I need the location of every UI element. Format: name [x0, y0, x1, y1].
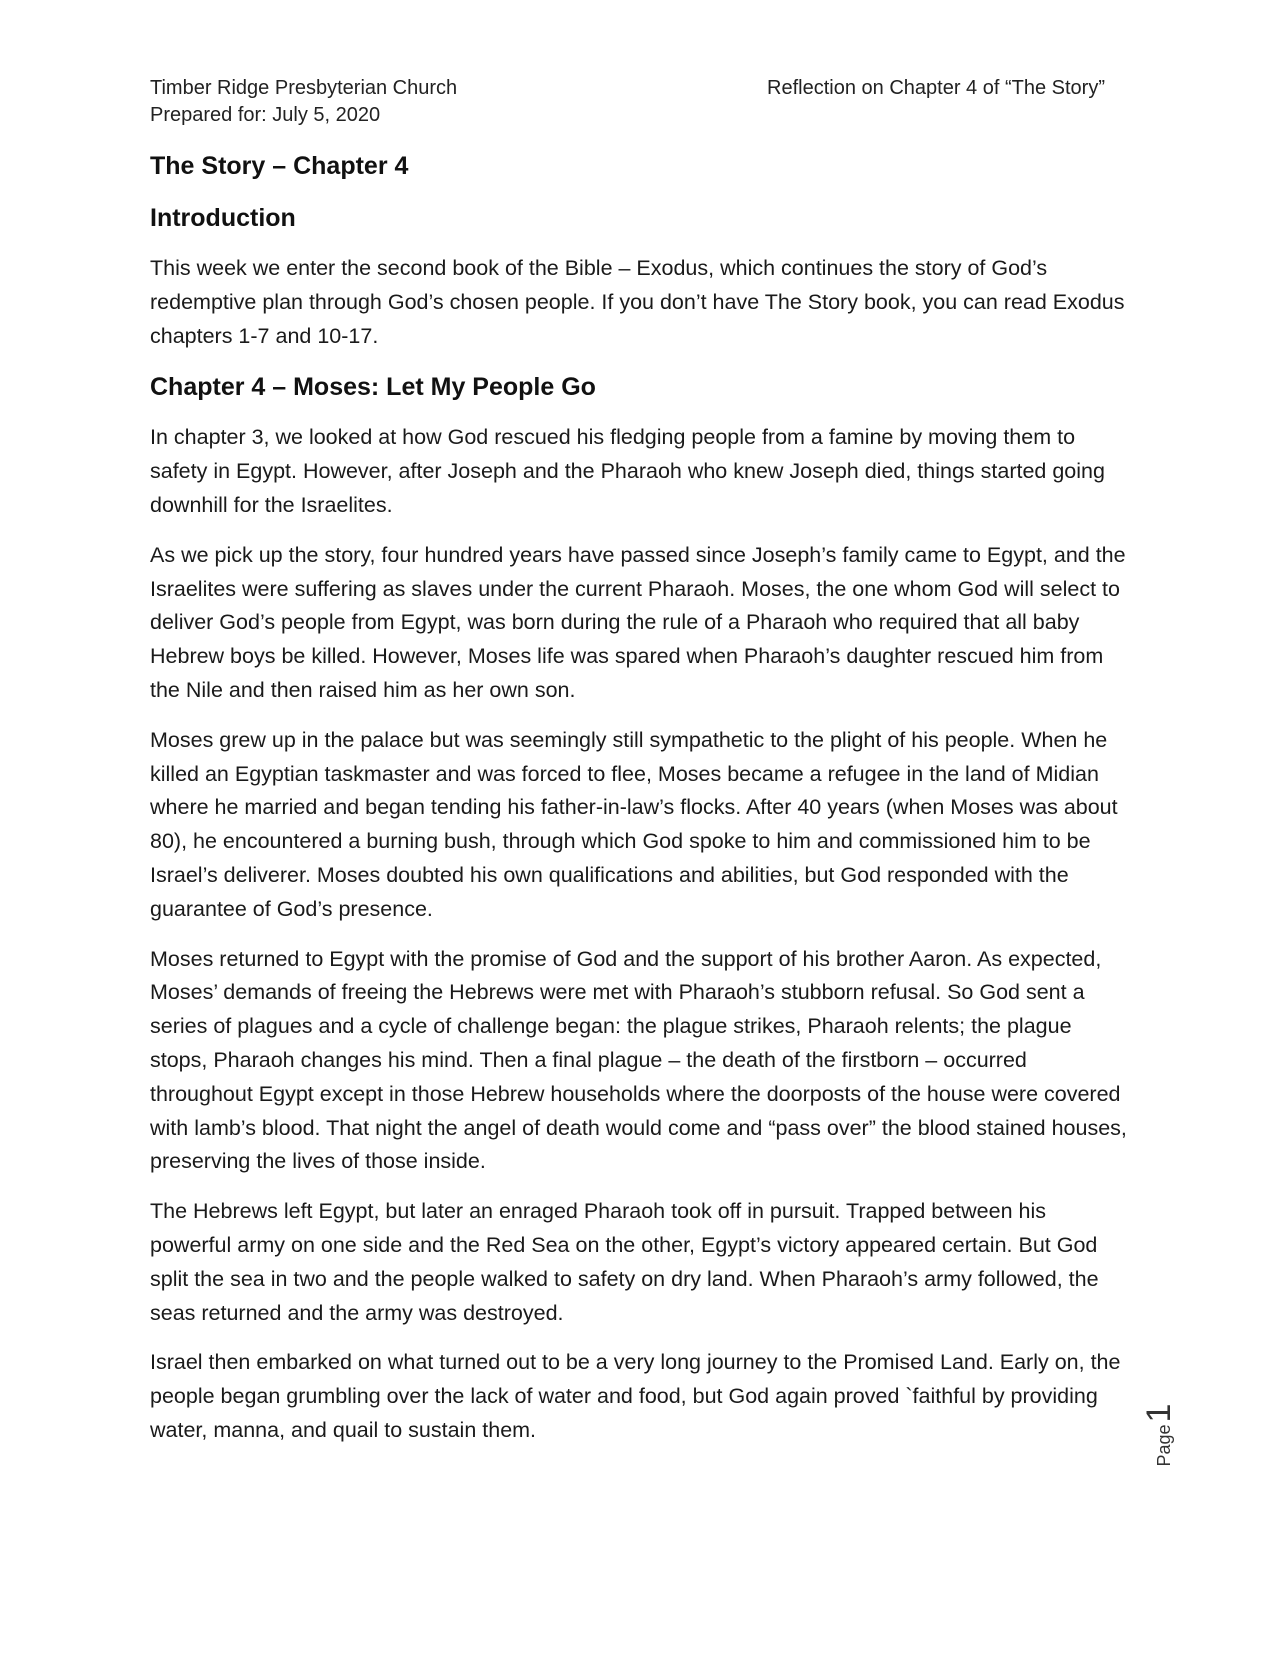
header-prepared-date: Prepared for: July 5, 2020 — [150, 104, 381, 126]
page-number-footer — [1140, 1405, 1260, 1465]
header-row — [150, 75, 1105, 102]
page-header — [150, 75, 1105, 129]
paragraph: The Hebrews left Egypt, but later an enraged Pharaoh took off in pursuit. Trapped between his powerful army on one side and the Red Sea on the other, Egypt’s victory appeared certain. But God split the sea in two and the people walked to safety on dry land. When Pharaoh’s army followed, the seas returned and the army was destroyed. — [150, 1199, 1099, 1325]
document-body — [150, 148, 1132, 1464]
paragraph: In chapter 3, we looked at how God rescued his fledging people from a famine by moving them to safety in Egypt. However, after Joseph and the Pharaoh who knew Joseph died, things started going downhill for the Israelites. — [150, 425, 1105, 517]
page-label: Page — [1154, 1424, 1174, 1467]
page-number: 1 — [1140, 1403, 1178, 1423]
paragraph: Moses returned to Egypt with the promise of God and the support of his brother Aaron. As expected, Moses’ demands of freeing the Hebrews were met with Pharaoh’s stubborn refusal. So God sent a series of plagues and a cycle of challenge began: the plague strikes, Pharaoh relents; the plague stops, Pharaoh changes his mind. Then a final plague – the death of the firstborn – occurred throughout Egypt except in those Hebrew households where the doorposts of the house were covered with lamb’s blood. That night the angel of death would come and “pass over” the blood stained houses, preserving the lives of those inside. — [150, 946, 1127, 1174]
header-org: Timber Ridge Presbyterian Church — [150, 77, 458, 99]
document-title: The Story – Chapter 4 — [150, 152, 409, 180]
paragraph: This week we enter the second book of the Bible – Exodus, which continues the story of God’s redemptive plan through God’s chosen people. If you don’t have The Story book, you can read Exodus chapters 1-7 and 10-17. — [150, 256, 1125, 348]
paragraph: Moses grew up in the palace but was seemingly still sympathetic to the plight of his people. When he killed an Egyptian taskmaster and was forced to flee, Moses became a refugee in the land of Midian where he married and began tending his father-in-law’s flocks. After 40 years (when Moses was about 80), he encountered a burning bush, through which God spoke to him and commissioned him to be Israel’s deliverer. Moses doubted his own qualifications and abilities, but God responded with the guarantee of God’s presence. — [150, 727, 1118, 921]
section-heading-chapter-4: Chapter 4 – Moses: Let My People Go — [150, 373, 596, 402]
paragraph: As we pick up the story, four hundred years have passed since Joseph’s family came to Egypt, and the Israelites were suffering as slaves under the current Pharaoh. Moses, the one whom God will select to deliver God’s people from Egypt, was born during the rule of a Pharaoh who required that all baby Hebrew boys be killed. However, Moses life was spared when Pharaoh’s daughter rescued him from the Nile and then raised him as her own son. — [150, 542, 1126, 702]
paragraph: Israel then embarked on what turned out to be a very long journey to the Promised Land. Early on, the people began grumbling over the lack of water and food, but God again proved `faithful by providing water, manna, and quail to sustain them. — [150, 1350, 1121, 1442]
section-heading-introduction: Introduction — [150, 204, 296, 232]
header-title: Reflection on Chapter 4 of “The Story” — [767, 77, 1105, 99]
